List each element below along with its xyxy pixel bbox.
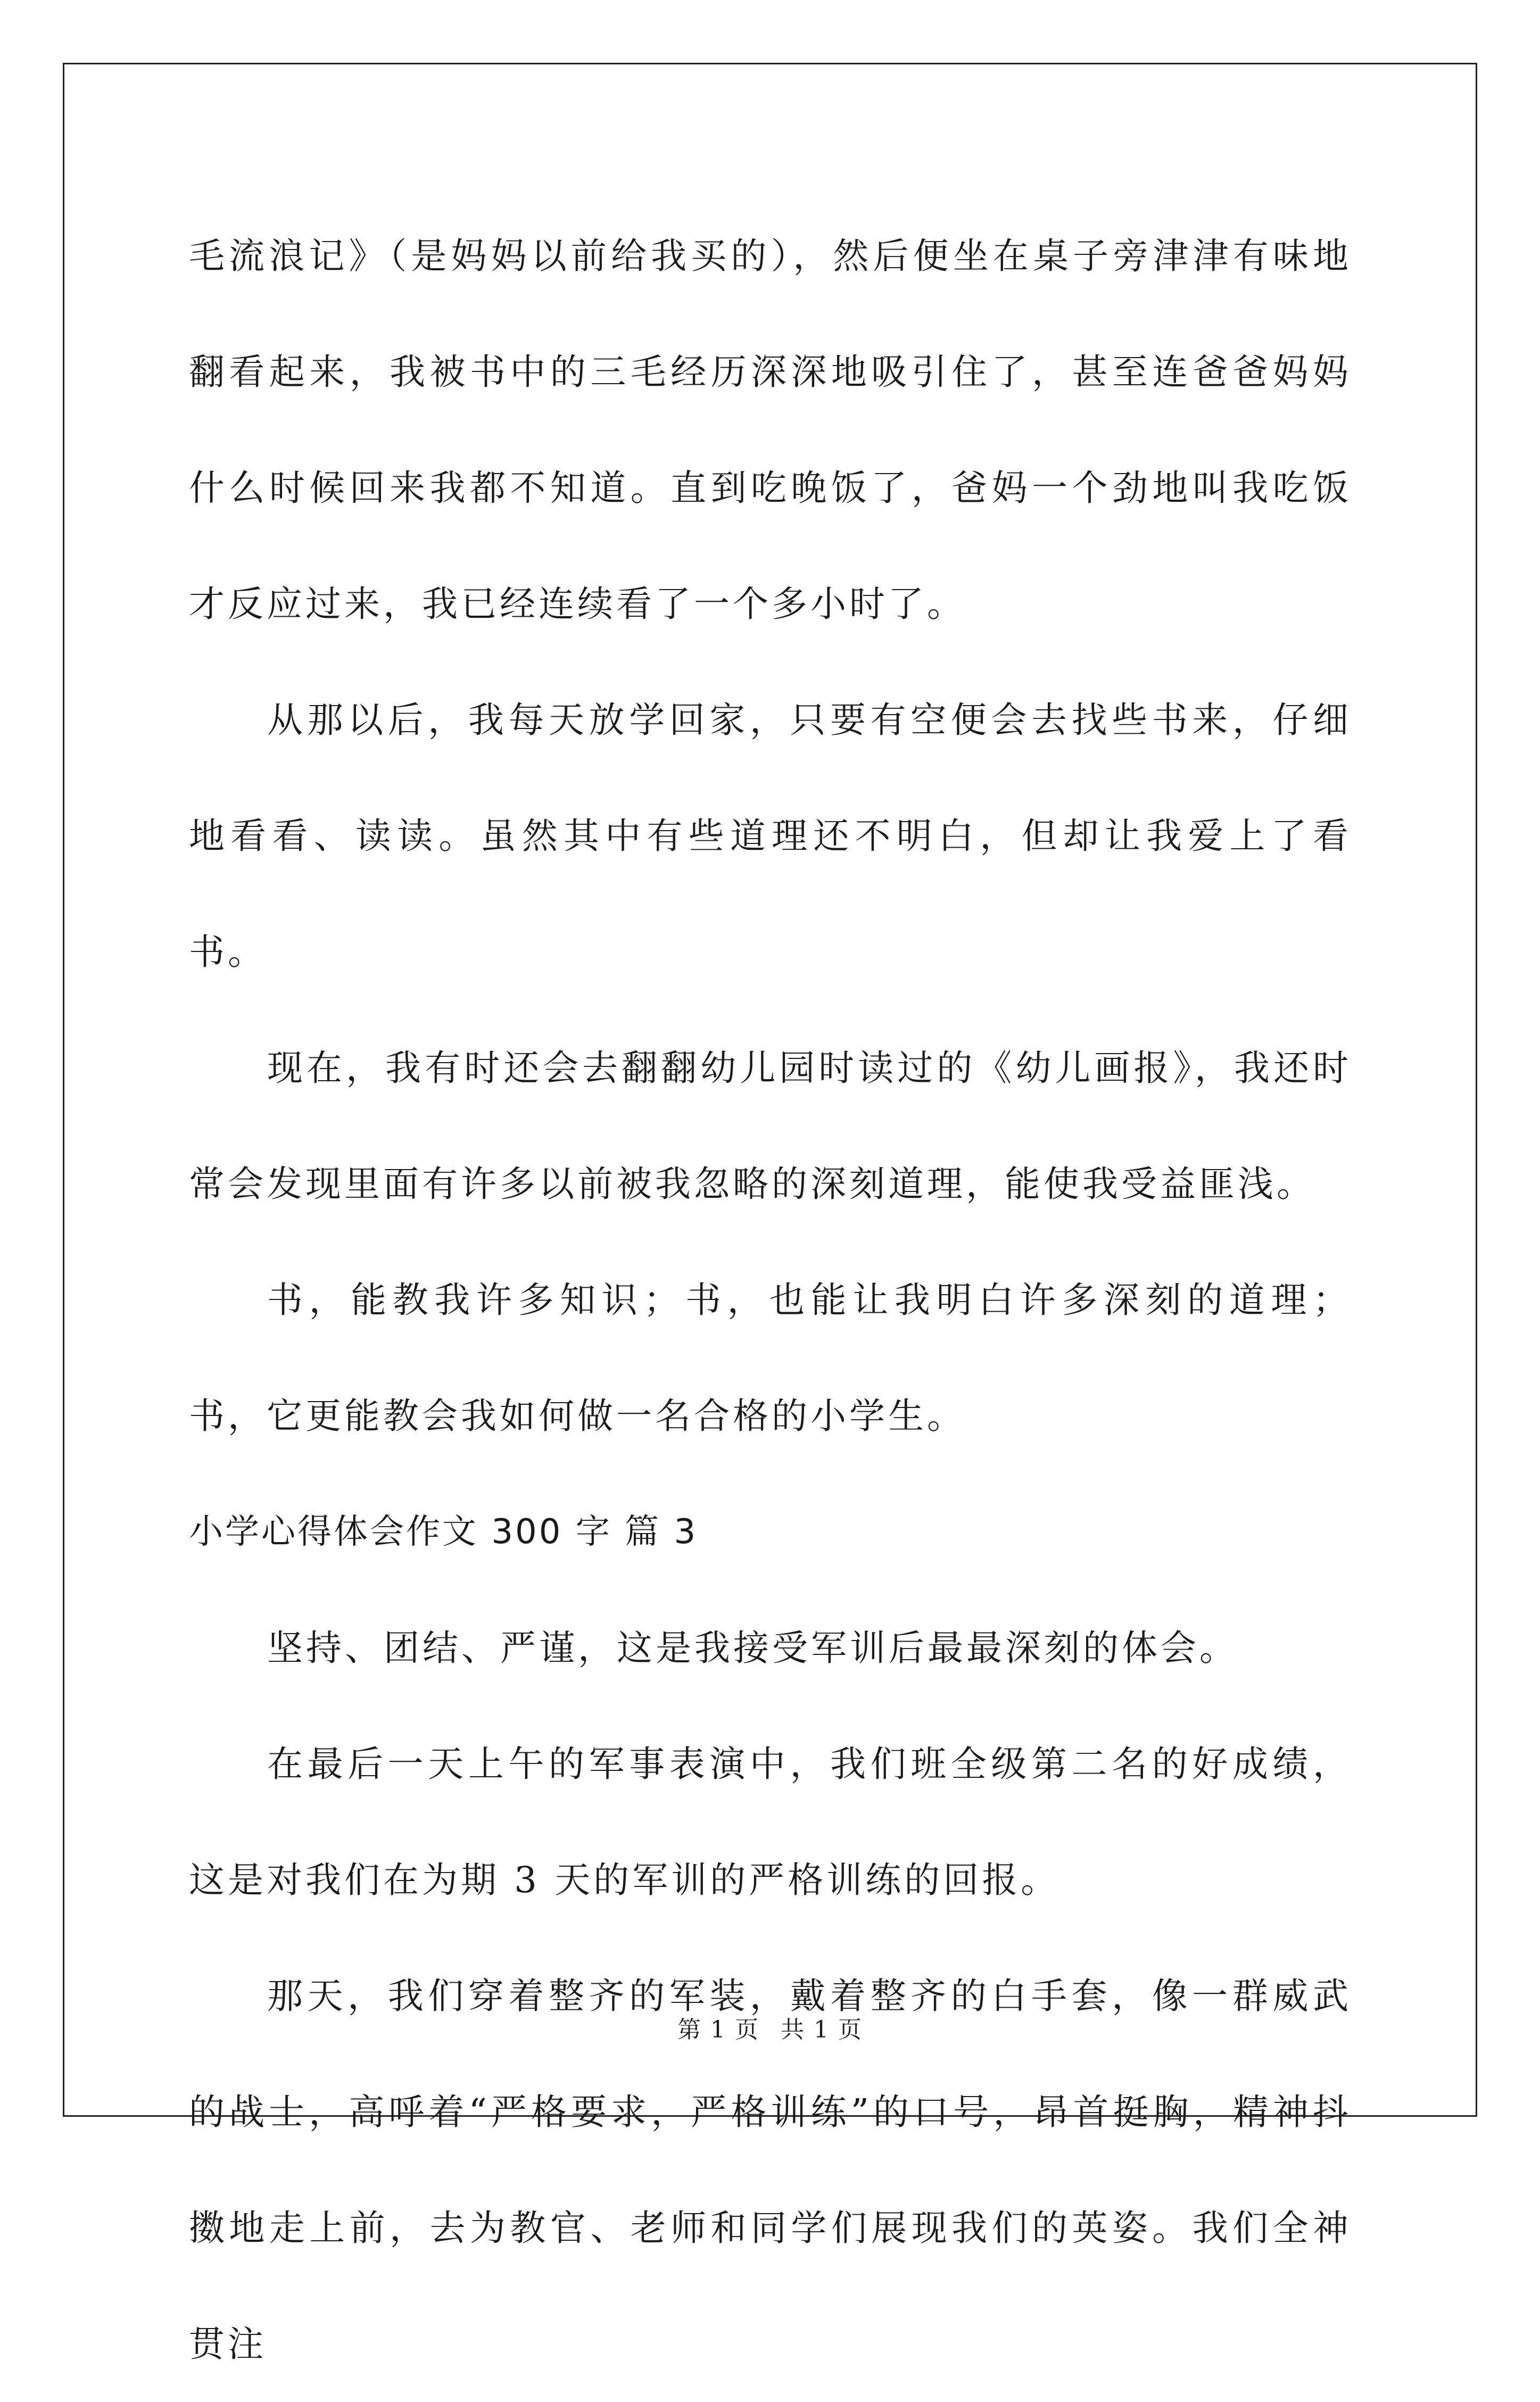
- page-number-current: 第 1 页: [677, 2016, 759, 2043]
- document-body: [189, 198, 1352, 2402]
- section-paragraph-3: 那天，我们穿着整齐的军装，戴着整齐的白手套，像一群威武的战士，高呼着“严格要求，严格训练”的口号，昂首挺胸，精神抖擞地走上前，去为教官、老师和同学们展现我们的英姿。我们全神贯注: [189, 1975, 1352, 2365]
- page-number-total: 共 1 页: [781, 2016, 863, 2043]
- section-paragraph-1: 坚持、团结、严谨，这是我接受军训后最最深刻的体会。: [267, 1627, 1238, 1669]
- paragraph-3: 现在，我有时还会去翻翻幼儿园时读过的《幼儿画报》，我还时常会发现里面有许多以前被我忽略的深刻道理，能使我受益匪浅。: [189, 1047, 1352, 1205]
- section-paragraph-2: 在最后一天上午的军事表演中，我们班全级第二名的好成绩，这是对我们在为期 3 天的军训的严格训练的回报。: [189, 1743, 1352, 1901]
- page-footer: [0, 2010, 1540, 2044]
- paragraph-4: 书，能教我许多知识；书，也能让我明白许多深刻的道理；书，它更能教会我如何做一名合格的小学生。: [189, 1279, 1352, 1437]
- paragraph-1: 毛流浪记》（是妈妈以前给我买的），然后便坐在桌子旁津津有味地翻看起来，我被书中的三毛经历深深地吸引住了，甚至连爸爸妈妈什么时候回来我都不知道。直到吃晚饭了，爸妈一个劲地叫我吃饭才反应过来，我已经连续看了一个多小时了。: [189, 235, 1352, 625]
- section-heading: 小学心得体会作文 300 字 篇 3: [189, 1512, 698, 1552]
- paragraph-2: 从那以后，我每天放学回家，只要有空便会去找些书来，仔细地看看、读读。虽然其中有些道理还不明白，但却让我爱上了看书。: [189, 699, 1352, 973]
